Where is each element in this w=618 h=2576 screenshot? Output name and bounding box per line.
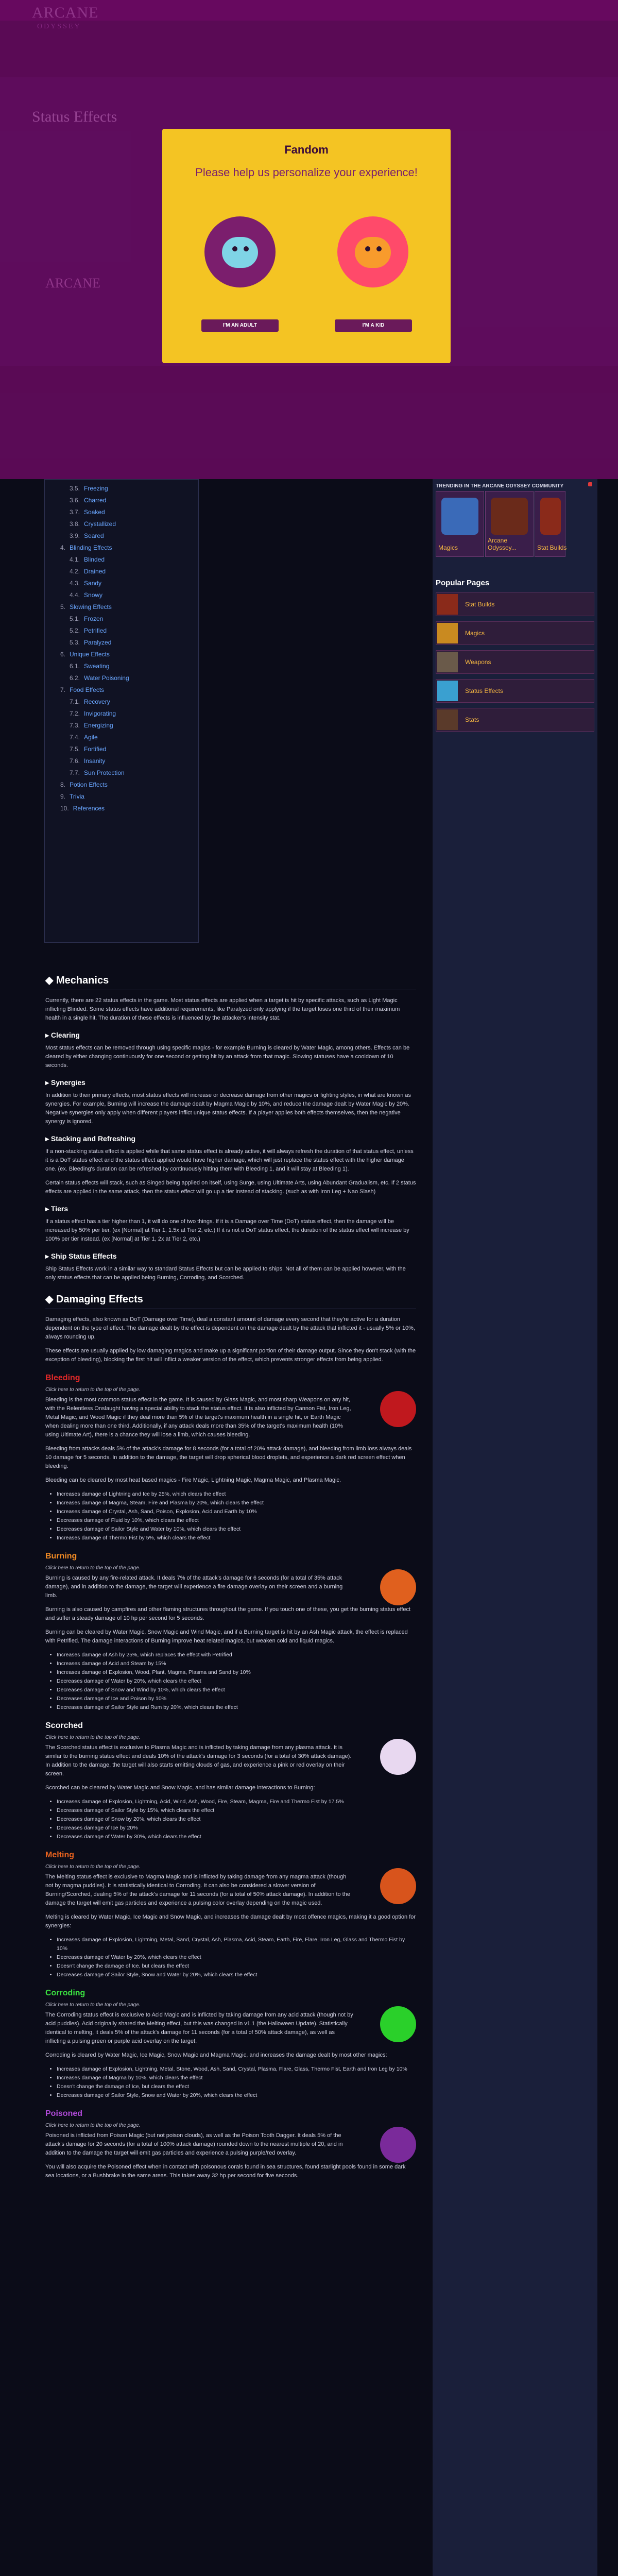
adult-button[interactable]: I'M AN ADULT (201, 319, 279, 332)
eye-icon (244, 246, 249, 251)
kid-face-icon (355, 237, 391, 268)
melting-icon (380, 1868, 416, 1904)
toc-number: 4.3. (70, 580, 80, 587)
mechanics-text: Currently, there are 22 status effects in the game. Most status effects are applied when a target is hit by specific attacks, such as Light Magic inflicting Blinded. Some status effects have additional requirements, like Paralyzed only applying if the target loses one third of their maximum health in a single hit. The duration of these effects is influenced by the attacker's intensity stat. (45, 997, 400, 1021)
toc-label: Drained (84, 568, 106, 575)
kid-button[interactable]: I'M A KID (335, 319, 412, 332)
corroding-heading: Corroding (45, 1989, 85, 1997)
trending-label-text: Stat Builds (537, 544, 567, 551)
toc-item[interactable] (45, 696, 198, 708)
popular-item[interactable] (436, 708, 594, 732)
back-to-top-link[interactable]: Click here to return to the top of the page. (45, 2123, 141, 2128)
synergy-item: • Decreases damage of Snow and Wind by 10%, which clears the effect (57, 1686, 416, 1694)
toc-number: 5.1. (70, 615, 80, 622)
stacking-heading: ▸ Stacking and Refreshing (45, 1134, 136, 1143)
toc-number: 3.8. (70, 520, 80, 528)
burning-section (45, 1552, 416, 1712)
synergy-item: • Increases damage of Ash by 25%, which replaces the effect with Petrified (57, 1651, 416, 1659)
popular-item-label: Stat Builds (465, 601, 495, 608)
toc-number: 3.7. (70, 509, 80, 516)
burning-synergy-list (57, 1651, 416, 1712)
corroding-text-2: Corroding is cleared by Water Magic, Ice Magic, Snow Magic and Magma Magic, and increases the damage dealt by most other magics: (45, 2052, 387, 2058)
toc-item[interactable] (45, 613, 198, 625)
melting-heading: Melting (45, 1851, 74, 1859)
trending-card[interactable] (485, 491, 534, 557)
synergy-item: • Decreases damage of Sailor Style by 15%, which clears the effect (57, 1806, 416, 1815)
toc-label: Trivia (70, 793, 84, 800)
toc-item[interactable] (45, 755, 198, 767)
toc-item[interactable] (45, 672, 198, 684)
eye-icon (365, 246, 370, 251)
ship-text: Ship Status Effects work in a similar way to standard Status Effects but can be applied to ships. Not all of them can be applied however, with the only status effects that can be applied being Burning, Corroding, and Scorched. (45, 1266, 406, 1281)
bleeding-heading: Bleeding (45, 1374, 80, 1382)
toc-number: 4.1. (70, 556, 80, 563)
page-thumb (437, 652, 458, 672)
toc-label: Seared (84, 532, 104, 539)
toc-label: Paralyzed (84, 639, 112, 646)
synergy-item: • Decreases damage of Sailor Style, Snow and Water by 20%, which clears the effect (57, 1971, 416, 1979)
synergy-item: • Doesn't change the damage of Ice, but clears the effect (57, 1962, 416, 1971)
synergy-item: • Doesn't change the damage of Ice, but clears the effect (57, 2082, 416, 2091)
scorched-heading: Scorched (45, 1721, 83, 1730)
toc-number: 7.5. (70, 745, 80, 753)
toc-item[interactable] (45, 554, 198, 566)
bleeding-text-2: Bleeding from attacks deals 5% of the attack's damage for 8 seconds (for a total of 20% attack damage), and bleeding from limb loss always deals 10 damage for 5 seconds. In addition to the damage, the target will drop spherical blood droplets, and experience a dark red screen effect when bleeding. (45, 1446, 412, 1469)
synergy-item: • Increases damage of Magma, Steam, Fire and Plasma by 20%, which clears the effect (57, 1499, 416, 1507)
burning-text-2: Burning is also caused by campfires and other flaming structures throughout the game. If you touch one of these, you get the burning status effect and suffer a steady damage of 10 hp per second for 5 seconds. (45, 1606, 411, 1621)
toc-label: Recovery (84, 698, 110, 705)
corroding-text: The Corroding status effect is exclusive to Acid Magic and is inflicted by taking damage from any acid attack (though not by acid puddles). Acid originally shared the Melting effect, but this was changed in v1.1 (the Halloween Update). Statistically identical to melting, it deals 5% of the attack's damage for 11 seconds (for a total of 50% attack damage), as well as inflicting a pulsing green or purple acid overlay on the target. (45, 2012, 353, 2044)
toc-item[interactable] (45, 779, 198, 791)
scorched-synergy-list (57, 1798, 416, 1841)
bleeding-text-3: Bleeding can be cleared by most heat based magics - Fire Magic, Lightning Magic, Magma Magic, and Plasma Magic. (45, 1477, 341, 1483)
trending-label-text: Magics (438, 544, 458, 551)
synergy-item: • Decreases damage of Water by 20%, which clears the effect (57, 1953, 416, 1962)
toc-label: Sun Protection (84, 769, 125, 776)
popular-item-label: Stats (465, 716, 479, 723)
toc-item[interactable] (45, 660, 198, 672)
toc-item[interactable] (45, 743, 198, 755)
toc-item[interactable] (45, 495, 198, 506)
popular-title: Popular Pages (436, 579, 490, 587)
popular-item-label: Magics (465, 630, 485, 637)
page-thumb (437, 594, 458, 615)
toc-item[interactable] (45, 767, 198, 779)
toc-item[interactable] (45, 530, 198, 542)
toc-item[interactable] (45, 791, 198, 803)
popular-item[interactable] (436, 592, 594, 616)
synergy-item: • Increases damage of Explosion, Lightning, Metal, Sand, Crystal, Ash, Plasma, Acid, Steam, Earth, Fire, Flare, Iron Leg, Glass and Thermo Fist by 10% (57, 1936, 416, 1953)
synergy-item: • Decreases damage of Snow by 20%, which clears the effect (57, 1815, 416, 1824)
toc-label: Sweating (84, 663, 110, 670)
toc-item[interactable] (45, 720, 198, 732)
tiers-text: If a status effect has a tier higher than 1, it will do one of two things. If it is a Damage over Time (DoT) status effect, then the damage will be increased by 50% per tier. (ex [Normal] at Tier 1, 1.5x at Tier 2, etc.) If it is not a DoT status effect, the duration of the status effect will increase by 100% per tier instead. (ex [Normal] at Tier 1, 2x at Tier 2, etc.) (45, 1218, 409, 1242)
toc-number: 4.4. (70, 591, 80, 599)
toc-item[interactable] (45, 578, 198, 589)
synergy-item: • Decreases damage of Water by 20%, which clears the effect (57, 1677, 416, 1686)
toc-number: 5.2. (70, 627, 80, 634)
toc-label: Invigorating (84, 710, 116, 717)
synergy-item: • Increases damage of Explosion, Lightning, Acid, Wind, Ash, Wood, Fire, Steam, Magma, Fire and Thermo Fist by 17.5% (57, 1798, 416, 1806)
article-body (45, 963, 416, 2185)
toc-item[interactable] (45, 589, 198, 601)
synergy-item: • Increases damage of Thermo Fist by 5%, which clears the effect (57, 1534, 416, 1543)
back-to-top-link[interactable]: Click here to return to the top of the page. (45, 2002, 141, 2008)
trending-list (436, 491, 594, 557)
poisoned-text: Poisoned is inflicted from Poison Magic (but not poison clouds), as well as the Poison Tooth Dagger. It deals 5% of the attack's damage for 20 seconds (for a total of 100% attack damage) rounded down to the nearest multiple of 20, and in addition to the damage the target will emit gas particles and experience a pulsing purple/red overlay. (45, 2132, 343, 2156)
toc-number: 9. (60, 793, 66, 800)
personalize-modal (162, 129, 451, 363)
toc-item[interactable] (45, 803, 198, 815)
adult-avatar-icon[interactable] (204, 216, 276, 287)
tiers-heading: ▸ Tiers (45, 1205, 68, 1213)
toc-label: Fortified (84, 745, 107, 753)
toc-label: Charred (84, 497, 107, 504)
toc-number: 3.9. (70, 532, 80, 539)
page-thumb (437, 681, 458, 701)
corroding-icon (380, 2006, 416, 2042)
toc-label: Blinded (84, 556, 105, 563)
toc-item[interactable] (45, 566, 198, 578)
clearing-heading: ▸ Clearing (45, 1031, 80, 1039)
bleeding-section (45, 1374, 416, 1543)
toc-label: Unique Effects (70, 651, 110, 658)
toc-number: 10. (60, 805, 69, 812)
burning-text: Burning is caused by any fire-related attack. It deals 7% of the attack's damage for 6 seconds (for a total of 35% attack damage), and in addition to the damage, the target will experience a fire damage overlay on their screen and a burning limb. (45, 1575, 343, 1599)
toc-number: 7.2. (70, 710, 80, 717)
toc-item[interactable] (45, 625, 198, 637)
popular-item-label: Status Effects (465, 687, 503, 694)
burning-icon (380, 1569, 416, 1605)
bleeding-icon (380, 1391, 416, 1427)
toc-item[interactable] (45, 506, 198, 518)
clearing-text: Most status effects can be removed through using specific magics - for example Burning is cleared by Water Magic, among others. Effects can be cleared by either changing continuously for one second or getting hit by an attack from that magic. Slowing statuses have a cooldown of 10 seconds. (45, 1045, 410, 1069)
modal-prompt: Please help us personalize your experience! (195, 166, 418, 179)
poisoned-text-2: You will also acquire the Poisoned effect when in contact with poisonous corals found in sea structures, found starlight pools found in some dark sea locations, or a Bushbrake in the same areas. This takes away 32 hp per second for five seconds. (45, 2164, 406, 2179)
toc-label: Energizing (84, 722, 113, 729)
synergy-item: • Decreases damage of Water by 30%, which clears the effect (57, 1833, 416, 1841)
burning-text-3: Burning can be cleared by Water Magic, Snow Magic and Wind Magic, and if a Burning target is hit by an Ash Magic attack, the effect is replaced with Petrified. The damage interactions of Burning improve heat related magics, but weaken cold and liquid magics. (45, 1629, 408, 1644)
toc-label: Agile (84, 734, 98, 741)
toc-label: References (73, 805, 105, 812)
synergy-item: • Decreases damage of Sailor Style, Snow and Water by 20%, which clears the effect (57, 2091, 416, 2100)
synergy-item: • Decreases damage of Sailor Style and Water by 10%, which clears the effect (57, 1525, 416, 1534)
toc-number: 8. (60, 781, 66, 788)
synergy-item: • Increases damage of Magma by 10%, which clears the effect (57, 2074, 416, 2082)
synergy-item: • Increases damage of Crystal, Ash, Sand, Poison, Explosion, Acid and Earth by 10% (57, 1507, 416, 1516)
toc-number: 6.1. (70, 663, 80, 670)
toc-label: Petrified (84, 627, 107, 634)
toc-label: Freezing (84, 485, 108, 492)
trending-label-text: Arcane Odyssey... (488, 537, 517, 551)
trending-card[interactable] (535, 491, 565, 557)
back-to-top-link[interactable]: Click here to return to the top of the page. (45, 1565, 141, 1571)
synergy-item: • Increases damage of Explosion, Lightning, Metal, Stone, Wood, Ash, Sand, Crystal, Plasma, Flare, Glass, Thermo Fist, Earth and Iron Leg by 10% (57, 2065, 416, 2074)
damaging-heading: ◆ Damaging Effects (45, 1293, 416, 1309)
damaging-text: Damaging effects, also known as DoT (Damage over Time), deal a constant amount of damage every second that they're active for a duration dependent on the type of effect. The damage dealt by the effect is dependent on the damage dealt by the attack that inflicted it - usually 5% or 10%, always rounding up. (45, 1316, 415, 1340)
toc-label: Food Effects (70, 686, 105, 693)
bleeding-text: Bleeding is the most common status effect in the game. It is caused by Glass Magic, and most sharp Weapons on any hit, with the Relentless Onslaught having a special ability to stack the status effect. It is also inflicted by Cannon Fist, Iron Leg, Metal Magic, and Wood Magic if they deal more than 5% of the target's maximum health in a single hit, or Earth Magic when dealing more than one third. Additionally, if any attack deals more than 35% of the target's maximum health (10% using Ultimate Art), there is a chance they will lose a limb, which causes bleeding. (45, 1397, 351, 1438)
toc-number: 6. (60, 651, 66, 658)
corroding-synergy-list (57, 2065, 416, 2100)
synergy-item: • Increases damage of Lightning and Ice by 25%, which clears the effect (57, 1490, 416, 1499)
toc-item[interactable] (45, 649, 198, 660)
toc-label: Slowing Effects (70, 603, 112, 611)
damaging-text-2: These effects are usually applied by low damaging magics and make up a significant portion of their damage output. Since they don't stack (with the exception of bleeding), blocking the first hit will inflict a weaker version of the effect, which prevents stronger effects from being applied. (45, 1348, 416, 1363)
toc-number: 7.3. (70, 722, 80, 729)
trending-card[interactable] (436, 491, 484, 557)
ship-heading: ▸ Ship Status Effects (45, 1252, 117, 1260)
burning-heading: Burning (45, 1552, 77, 1561)
popular-dot-icon (588, 482, 592, 486)
toc-number: 6.2. (70, 674, 80, 682)
toc-label: Frozen (84, 615, 104, 622)
toc-number: 7.7. (70, 769, 80, 776)
toc-item[interactable] (45, 637, 198, 649)
magics-thumb (441, 498, 478, 535)
synergies-text: In addition to their primary effects, most status effects will increase or decrease damage from other magics or fighting styles, in what are known as synergies. For example, Burning will increase the damage dealt by Magma Magic by 10%, and reduce the damage dealt by Water Magic by 20%. Negative synergies only apply when different players inflict unique status effects. If a player applies both effects themselves, then the negative synergy is ignored. (45, 1092, 411, 1125)
scorched-text: The Scorched status effect is exclusive to Plasma Magic and is inflicted by taking damage from any plasma attack. It is similar to the burning status effect and deals 10% of the attack's damage for 3 seconds (for a total of 30% attack damage). In addition to the damage, the target will also starts emitting clouds of gas, and experience a pink or red overlay on their screen. (45, 1744, 352, 1777)
toc-number: 7.4. (70, 734, 80, 741)
toc-number: 5.3. (70, 639, 80, 646)
toc-label: Sandy (84, 580, 102, 587)
back-to-top-link[interactable]: Click here to return to the top of the page. (45, 1387, 141, 1393)
scorched-section (45, 1721, 416, 1841)
synergy-item: • Decreases damage of Sailor Style and Rum by 20%, which clears the effect (57, 1703, 416, 1712)
eye-icon (232, 246, 237, 251)
bleeding-synergy-list (57, 1490, 416, 1543)
main-content (0, 479, 618, 2576)
trending-label: TRENDING IN THE ARCANE ODYSSEY COMMUNITY (436, 483, 564, 489)
toc-number: 4.2. (70, 568, 80, 575)
page-thumb (437, 623, 458, 643)
kid-avatar-icon[interactable] (337, 216, 408, 287)
toc-item[interactable] (45, 708, 198, 720)
toc-label: Soaked (84, 509, 105, 516)
mechanics-heading: ◆ Mechanics (45, 974, 416, 990)
scorched-text-2: Scorched can be cleared by Water Magic and Snow Magic, and has similar damage interactions to Burning: (45, 1785, 315, 1791)
toc-item[interactable] (45, 483, 198, 495)
melting-text-2: Melting is cleared by Water Magic, Ice Magic and Snow Magic, and increases the damage dealt by most offence magics, making it a good option for synergies: (45, 1914, 416, 1929)
toc-number: 4. (60, 544, 66, 551)
toc-number: 7. (60, 686, 66, 693)
popular-item-label: Weapons (465, 658, 491, 666)
toc-item[interactable] (45, 601, 198, 613)
popular-item[interactable] (436, 650, 594, 674)
popular-item[interactable] (436, 621, 594, 645)
melting-section (45, 1851, 416, 1979)
toc-label: Potion Effects (70, 781, 108, 788)
toc-number: 5. (60, 603, 66, 611)
poisoned-section (45, 2109, 416, 2180)
popular-item[interactable] (436, 679, 594, 703)
table-of-contents (44, 479, 199, 943)
toc-label: Insanity (84, 757, 106, 765)
toc-item[interactable] (45, 542, 198, 554)
toc-item[interactable] (45, 684, 198, 696)
odyssey-thumb (491, 498, 528, 535)
right-rail (433, 479, 597, 2576)
stacking-text-2: Certain status effects will stack, such as Singed being applied on itself, using Surge, using Ultimate Arts, using Abundant Gradualism, etc. If 2 status effects are applied in the same attack, then the status effect will go up a tier instead of stacking. (such as with Iron Leg + Nao Slash) (45, 1180, 416, 1195)
synergy-item: • Increases damage of Explosion, Wood, Plant, Magma, Plasma and Sand by 10% (57, 1668, 416, 1677)
back-to-top-link[interactable]: Click here to return to the top of the page. (45, 1864, 141, 1870)
poisoned-icon (380, 2127, 416, 2163)
synergy-item: • Decreases damage of Ice by 20% (57, 1824, 416, 1833)
toc-label: Crystallized (84, 520, 116, 528)
synergy-item: • Decreases damage of Ice and Poison by 10% (57, 1694, 416, 1703)
stacking-text: If a non-stacking status effect is applied while that same status effect is already active, it will always refresh the duration of that status effect, unless it is a DoT status effect and the status effect applied would have higher damage, which will just replace the status effect with the higher damage one. (ex. Bleeding's duration can be refreshed by continuously hitting them with Bleeding 1, and it will stay at Bleeding 1). (45, 1148, 414, 1172)
synergies-heading: ▸ Synergies (45, 1078, 85, 1087)
fandom-logo: Fandom (284, 143, 329, 156)
melting-synergy-list (57, 1936, 416, 1979)
back-to-top-link[interactable]: Click here to return to the top of the page. (45, 1735, 141, 1740)
synergy-item: • Increases damage of Acid and Steam by 15% (57, 1659, 416, 1668)
toc-label: Blinding Effects (70, 544, 112, 551)
poisoned-heading: Poisoned (45, 2109, 83, 2118)
popular-pages (436, 579, 594, 732)
corroding-section (45, 1989, 416, 2100)
synergy-item: • Decreases damage of Fluid by 10%, which clears the effect (57, 1516, 416, 1525)
toc-item[interactable] (45, 732, 198, 743)
toc-number: 3.6. (70, 497, 80, 504)
stat-builds-thumb (540, 498, 561, 535)
toc-item[interactable] (45, 518, 198, 530)
toc-number: 7.6. (70, 757, 80, 765)
toc-number: 7.1. (70, 698, 80, 705)
page-thumb (437, 709, 458, 730)
toc-label: Water Poisoning (84, 674, 129, 682)
scorched-icon (380, 1739, 416, 1775)
eye-icon (376, 246, 382, 251)
toc-number: 3.5. (70, 485, 80, 492)
adult-face-icon (222, 237, 258, 268)
toc-label: Snowy (84, 591, 103, 599)
melting-text: The Melting status effect is exclusive to Magma Magic and is inflicted by taking damage from any magma attack (though not by magma puddles). It is statistically identical to Corroding. It can also be considered a slower version of Burning/Scorched, dealing 5% of the attack's damage for 11 seconds (for a total of 50% attack damage). In addition to the damage the target will emit gas particles and experience a pulsing color overlay depending on the magic used. (45, 1874, 350, 1906)
